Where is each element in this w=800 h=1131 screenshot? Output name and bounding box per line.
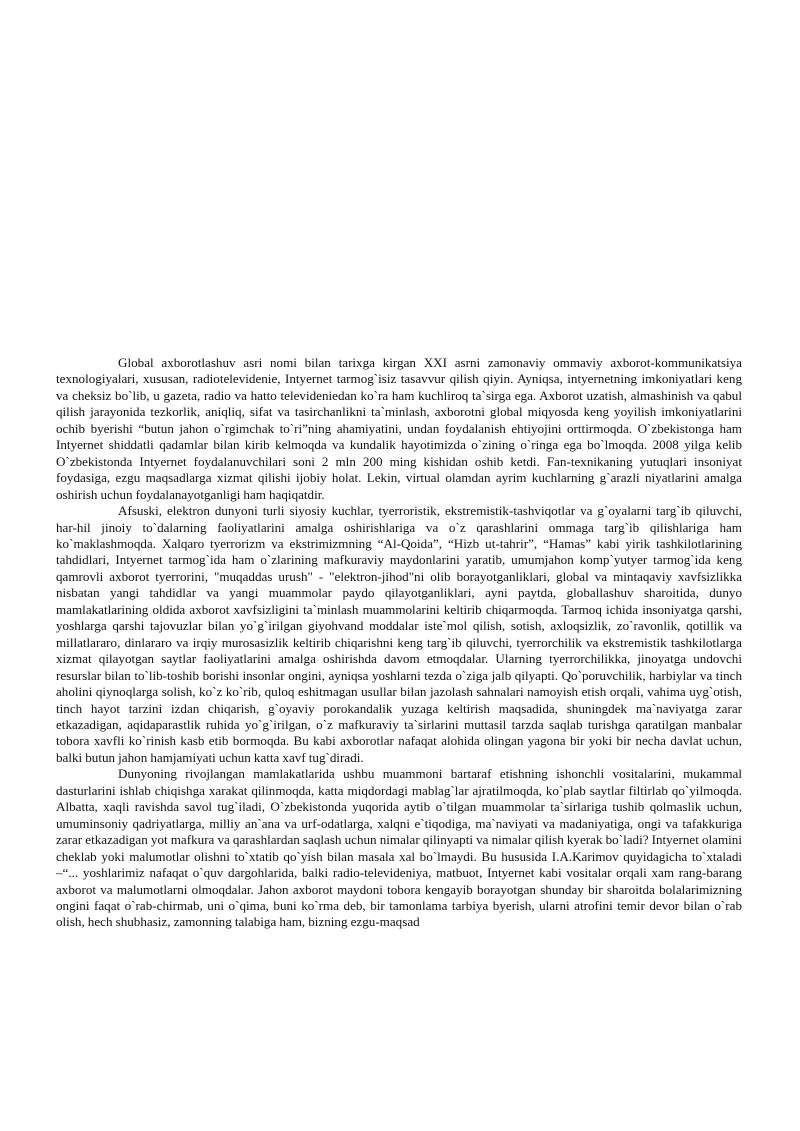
paragraph-2: Afsuski, elektron dunyoni turli siyosiy kuchlar, tyerroristik, ekstremistik-tashviqotlar va g`oyalarni targ`ib qiluvchi, har-hil jinoiy to`dalarning faoliyatlarini amalga oshirishlariga va o`z qarashlarini ommaga targ`ib qilishlariga ham ko`maklashmoqda. Xalqaro tyerrorizm va ekstrimizmning “Al-Qoida”, “Hizb ut-tahrir”, “Hamas” kabi yirik tashkilotlarining tahdidlari, Intyernet tarmog`ida ham o`zlarining mafkuraviy maydonlarini yaratib, umumjahon komp`yutyer tarmog`ida keng qamrovli axborot tyerrorini, "muqaddas urush" - "elektron-jihod"ni olib borayotganliklari, global va mintaqaviy xavfsizlikka nisbatan yangi tahdidlar va yangi muammolar paydo qilayotganliklari, ayni paytda, globallashuv sharoitida, dunyo mamlakatlarining oldida axborot xavfsizligini ta`minlash muammolarini keltirib chiqarmoqda. Tarmoq ichida insoniyatga qarshi, yoshlarga qarshi tajovuzlar bilan yo`g`irilgan giyohvand moddalar iste`mol qilish, sotish, axloqsizlik, zo`ravonlik, qotillik va millatlararo, dinlararo va irqiy murosasizlik keltirib chiqarishni keng targ`ib qiluvchi, tyerrorchilik va ekstremistik tashkilotlarga xizmat qilayotgan saytlar faoliyatlarini amalga oshirishda davom etmoqdalar. Ularning tyerrorchilikka, jinoyatga undovchi resurslar bilan to`lib-toshib borishi insonlar ongini, ayniqsa yoshlarni tezda o`ziga jalb qilyapti. Qo`poruvchilik, harbiylar va tinch aholini qiynoqlarga solish, ko`z ko`rib, quloq eshitmagan usullar bilan jazolash sahnalari namoyish etish orqali, vahima uyg`otish, tinch hayot tarzini izdan chiqarish, g`oyaviy porokandalik yuzaga keltirish maqsadida, shuningdek ma`naviyatga zarar etkazadigan, aqidaparastlik ruhida yo`g`irilgan, o`z mafkuraviy ta`sirlarini muttasil tarzda saqlab turishga qaratilgan manbalar tobora xavfli ko`rinish kasb etib bormoqda. Bu kabi axborotlar nafaqat alohida olingan yagona bir yoki bir necha davlat uchun, balki butun jahon hamjamiyati uchun katta xavf tug`diradi. [56, 503, 742, 765]
paragraph-1: Global axborotlashuv asri nomi bilan tarixga kirgan XXI asrni zamonaviy ommaviy axborot-kommunikatsiya texnologiyalari, xususan, radiotelevidenie, Intyernet tarmog`isiz tasavvur qilish qiyin. Ayniqsa, intyernetning imkoniyatlari keng va cheksiz bo`lib, u gazeta, radio va hatto televideniedan ko`ra ham kuchliroq ta`sirga ega. Axborot uzatish, almashinish va qabul qilish jarayonida tezkorlik, aniqliq, sifat va tasirchanlikni ta`minlash, axborotni global miqyosda keng yoyilish imkoniyatlarini ochib byerishi “butun jahon o`rgimchak to`ri”ning ahamiyatini, undan foydalanish ehtiyojini orttirmoqda. O`zbekistonga ham Intyernet shiddatli qadamlar bilan kirib kelmoqda va kundalik hayotimizda o`zining o`ringa ega bo`lmoqda. 2008 yilga kelib O`zbekistonda Intyernet foydalanuvchilari soni 2 mln 200 ming kishidan oshib ketdi. Fan-texnikaning yutuqlari insoniyat foydasiga, ezgu maqsadlarga xizmat qilishi ijobiy holat. Lekin, virtual olamdan ayrim kuchlarning g`arazli niyatlarini amalga oshirish uchun foydalanayotganligi ham haqiqatdir. [56, 355, 742, 502]
document-body [56, 355, 742, 931]
paragraph-3: Dunyoning rivojlangan mamlakatlarida ushbu muammoni bartaraf etishning ishonchli vositalarini, mukammal dasturlarini ishlab chiqishga xarakat qilinmoqda, katta miqdordagi mablag`lar ajratilmoqda, ko`plab saytlar filtirlab qo`yilmoqda. Albatta, xaqli ravishda savol tug`iladi, O`zbekistonda yuqorida aytib o`tilgan muammolar ta`sirlariga tushib qolmaslik uchun, umuminsoniy qadriyatlarga, milliy an`ana va urf-odatlarga, xalqni e`tiqodiga, ma`naviyati va madaniyatiga, ongi va tafakkuriga zarar etkazadigan yot mafkura va qarashlardan saqlash uchun nimalar qilinyapti va nimalar qilish kyerak bo`ladi? Intyernet olamini cheklab yoki malumotlar olishni to`xtatib qo`yish bilan masala xal bo`lmaydi. Bu hususida I.A.Karimov quyidagicha to`xtaladi –“... yoshlarimiz nafaqat o`quv dargohlarida, balki radio-televideniya, matbuot, Intyernet kabi vositalar orqali xam rang-barang axborot va malumotlarni olmoqdalar. Jahon axborot maydoni tobora kengayib borayotgan shunday bir sharoitda bolalarimizning ongini faqat o`rab-chirmab, uni o`qima, buni ko`rma deb, bir tamonlama tarbiya byerish, ularni atrofini temir devor bilan o`rab olish, hech shubhasiz, zamonning talabiga ham, bizning ezgu-maqsad [56, 766, 742, 930]
